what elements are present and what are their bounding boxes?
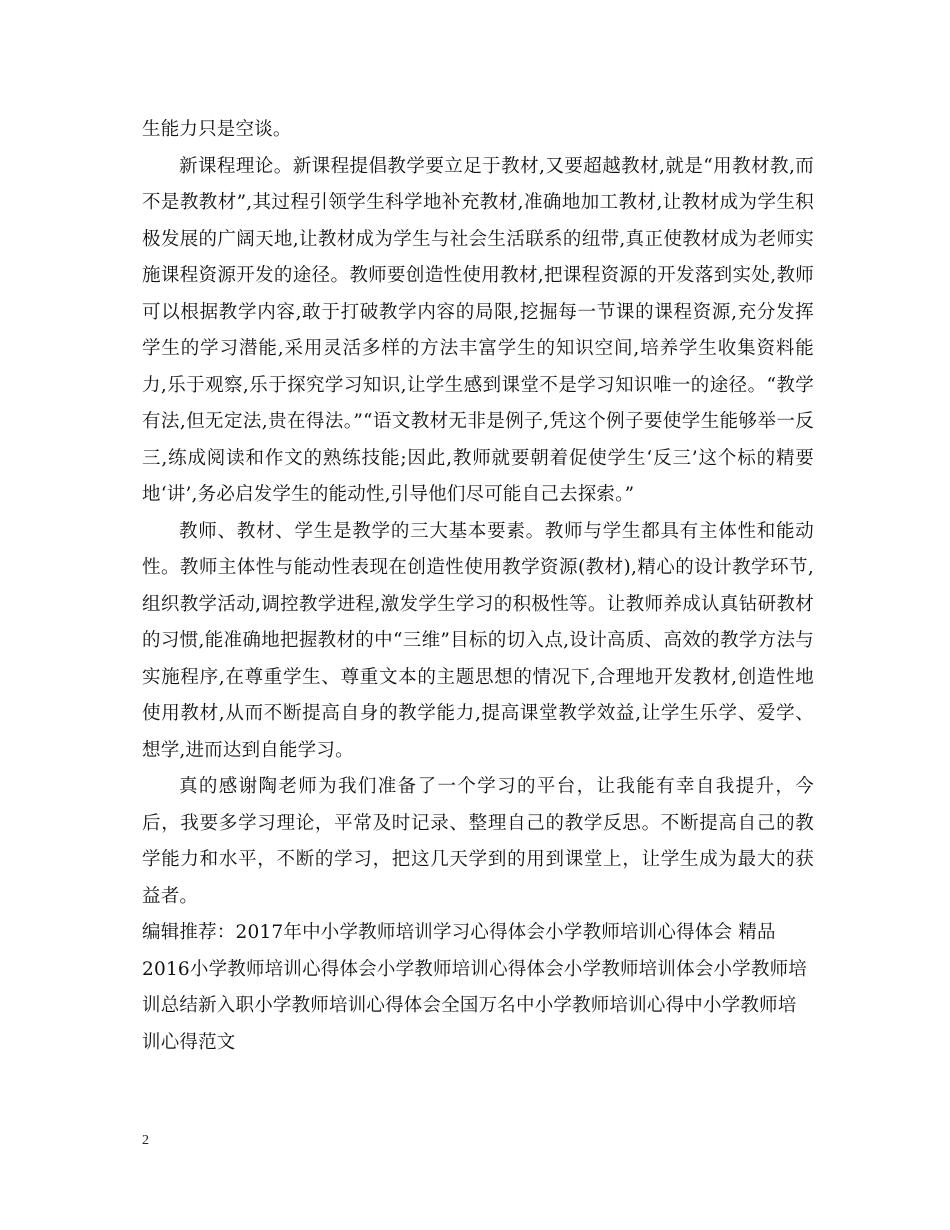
paragraph-teaching-elements: 教师、教材、学生是教学的三大基本要素。教师与学生都具有主体性和能动性。教师主体性与能动性表现在创造性使用教学资源(教材),精心的设计教学环节,组织教学活动,调控教学进程,激发学生学习的积极性等。让教师养成认真钻研教材的习惯,能准确地把握教材的中“三维”目标的切入点,设计高质、高效的教学方法与实施程序,在尊重学生、尊重文本的主题思想的情况下,合理地开发教材,创造性地使用教材,从而不断提高自身的教学能力,提高课堂教学效益,让学生乐学、爱学、想学,进而达到自能学习。 xyxy=(142,520,814,761)
paragraph-continuation: 生能力只是空谈。 xyxy=(142,119,292,140)
paragraph-new-curriculum-theory: 新课程理论。新课程提倡教学要立足于教材,又要超越教材,就是“用教材教,而不是教教材”,其过程引领学生科学地补充教材,准确地加工教材,让教材成为学生积极发展的广阔天地,让教材成为学生与社会生活联系的纽带,真正使教材成为老师实施课程资源开发的途径。教师要创造性使用教材,把课程资源的开发落到实处,教师可以根据教学内容,敢于打破教学内容的局限,挖掘每一节课的课程资源,充分发挥学生的学习潜能,采用灵活多样的方法丰富学生的知识空间,培养学生收集资料能力,乐于观察,乐于探究学习知识,让学生感到课堂不是学习知识唯一的途径。“教学有法,但无定法,贵在得法。”“语文教材无非是例子,凭这个例子要使学生能够举一反三,练成阅读和作文的熟练技能;因此,教师就要朝着促使学生‘反三’这个标的精要地‘讲’,务必启发学生的能动性,引导他们尽可能自己去探索。” xyxy=(142,155,814,505)
page-number: 2 xyxy=(142,1133,149,1148)
paragraph-acknowledgement: 真的感谢陶老师为我们准备了一个学习的平台，让我能有幸自我提升，今后，我要多学习理论，平常及时记录、整理自己的教学反思。不断提高自己的教学能力和水平，不断的学习，把这几天学到的用到课堂上，让学生成为最大的获益者。 xyxy=(142,776,814,907)
editor-recommendation: 编辑推荐：2017年中小学教师培训学习心得体会小学教师培训心得体会 精品2016小学教师培训心得体会小学教师培训心得体会小学教师培训体会小学教师培训总结新入职小学教师培训心得体会全国万名中小学教师培训心得中小学教师培训心得范文 xyxy=(142,922,807,1053)
document-body xyxy=(142,112,814,1061)
